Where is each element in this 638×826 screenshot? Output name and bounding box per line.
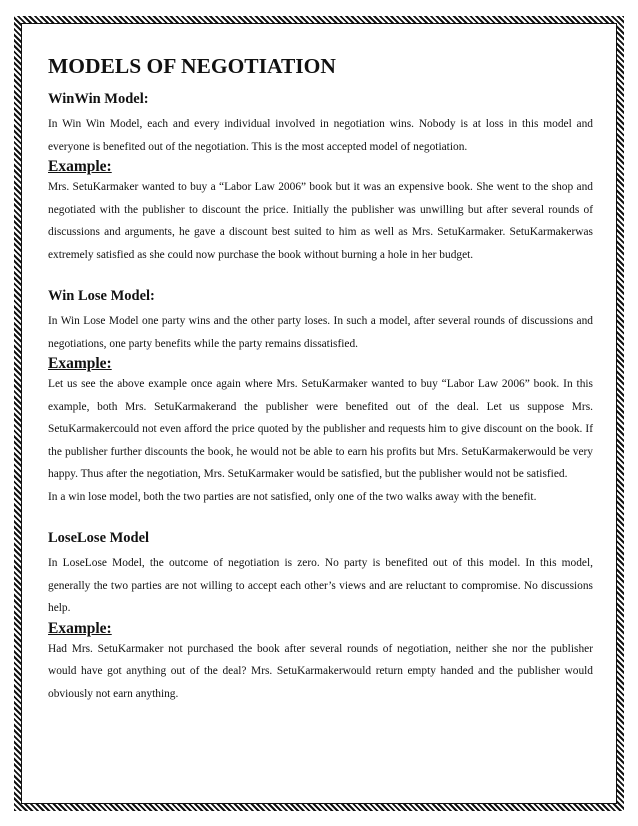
example-text: Let us see the above example once again where Mrs. SetuKarmaker wanted to buy “Labor Law 2006” book. In this example, both Mrs. SetuKarmakerand the publisher were benefited out of the deal. Let us suppose Mrs. SetuKarmakercould not even afford the price quoted by the publisher and requests him to give discount on the book. If the publisher further discounts the book, he would not be able to earn his profits but Mrs. SetuKarmakerwould be very happy. Thus after the negotiation, Mrs. SetuKarmaker would be satisfied, but the publisher would not be satisfied. <box>48 378 593 480</box>
section-intro: In Win Lose Model one party wins and the other party loses. In such a model, after several rounds of discussions and negotiations, one party benefits while the party remains dissatisfied. <box>48 315 593 350</box>
section-heading: LoseLose Model <box>48 530 150 546</box>
section-note: In a win lose model, both the two parties are not satisfied, only one of the two walks away with the benefit. <box>48 490 537 503</box>
section-win-lose <box>48 288 593 508</box>
example-text: Mrs. SetuKarmaker wanted to buy a “Labor Law 2006” book but it was an expensive book. She went to the shop and negotiated with the publisher to discount the price. Initially the publisher was unwilling but after several rounds of discussions and arguments, he gave a discount best suited to him as well as Mrs. SetuKarmaker. SetuKarmakerwas extremely satisfied as she could now purchase the book without burning a hole in her budget. <box>48 181 593 261</box>
section-heading: Win Lose Model: <box>48 288 155 304</box>
example-label: Example: <box>48 158 112 175</box>
section-intro: In Win Win Model, each and every individual involved in negotiation wins. Nobody is at loss in this model and everyone is benefited out of the negotiation. This is the most accepted model of negotiation. <box>48 118 593 153</box>
example-text: Had Mrs. SetuKarmaker not purchased the book after several rounds of negotiation, neither she nor the publisher would have got anything out of the deal? Mrs. SetuKarmakerwould return empty handed and the publisher would obviously not earn anything. <box>48 642 593 700</box>
example-label: Example: <box>48 355 112 372</box>
page-title: MODELS OF NEGOTIATION <box>48 54 336 78</box>
document-body <box>48 54 593 705</box>
section-winwin <box>48 91 593 266</box>
section-lose-lose <box>48 530 593 705</box>
section-intro: In LoseLose Model, the outcome of negotiation is zero. No party is benefited out of this model. In this model, generally the two parties are not willing to accept each other’s views and are reluctant to compromise. No discussions help. <box>48 557 593 614</box>
example-label: Example: <box>48 619 112 637</box>
section-heading: WinWin Model: <box>48 91 149 107</box>
